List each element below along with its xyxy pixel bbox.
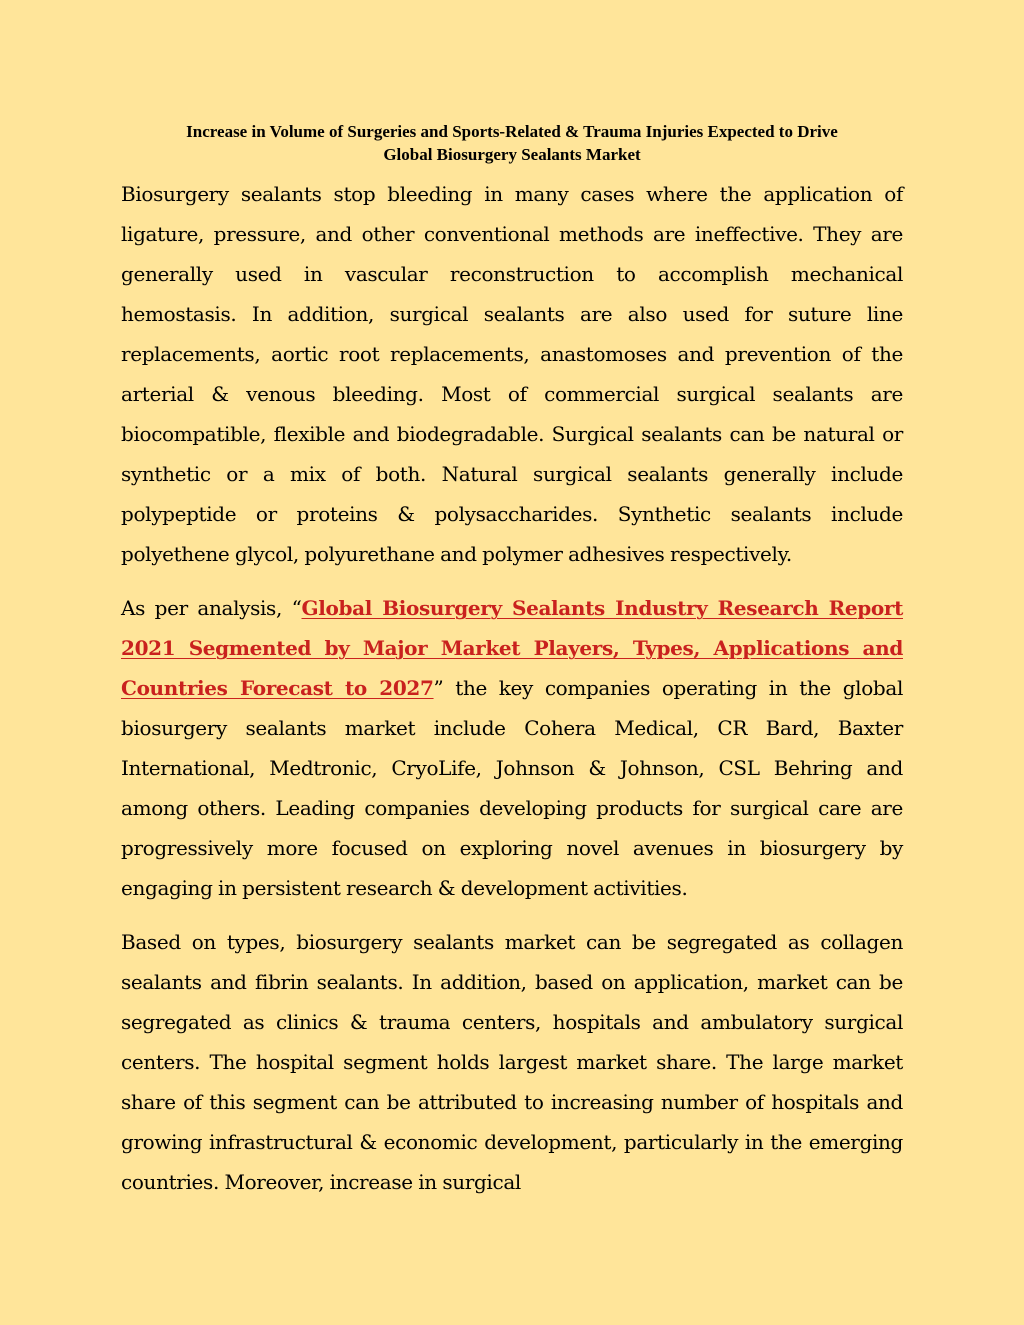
document-title-line-2: Global Biosurgery Sealants Market [383, 145, 641, 164]
paragraph-analysis-body: ” the key companies operating in the global biosurgery sealants market include Cohera Medical, CR Bard, Baxter International, Medtronic, CryoLife, Johnson & Johnson, CSL Behring and among others. Leading companies developing products for surgical care are progressively more focused on exploring novel avenues in biosurgery by engaging in persistent research & development activities. [121, 676, 903, 900]
document-title [121, 120, 903, 166]
report-link[interactable]: Global Biosurgery Sealants Industry Research Report 2021 Segmented by Major Market Players, Types, Applications and Countries Forecast to 2027 [121, 596, 903, 700]
paragraph-analysis [121, 588, 903, 908]
paragraph-segmentation: Based on types, biosurgery sealants market can be segregated as collagen sealants and fibrin sealants. In addition, based on application, market can be segregated as clinics & trauma centers, hospitals and ambulatory surgical centers. The hospital segment holds largest market share. The large market share of this segment can be attributed to increasing number of hospitals and growing infrastructural & economic development, particularly in the emerging countries. Moreover, increase in surgical [121, 930, 903, 1194]
document-title-line-1: Increase in Volume of Surgeries and Sports-Related & Trauma Injuries Expected to Drive [186, 122, 838, 141]
paragraph-analysis-lead: As per analysis, “ [121, 596, 302, 620]
paragraph-intro: Biosurgery sealants stop bleeding in many cases where the application of ligature, pressure, and other conventional methods are ineffective. They are generally used in vascular reconstruction to accomplish mechanical hemostasis. In addition, surgical sealants are also used for suture line replacements, aortic root replacements, anastomoses and prevention of the arterial & venous bleeding. Most of commercial surgical sealants are biocompatible, flexible and biodegradable. Surgical sealants can be natural or synthetic or a mix of both. Natural surgical sealants generally include polypeptide or proteins & polysaccharides. Synthetic sealants include polyethene glycol, polyurethane and polymer adhesives respectively. [121, 182, 903, 566]
